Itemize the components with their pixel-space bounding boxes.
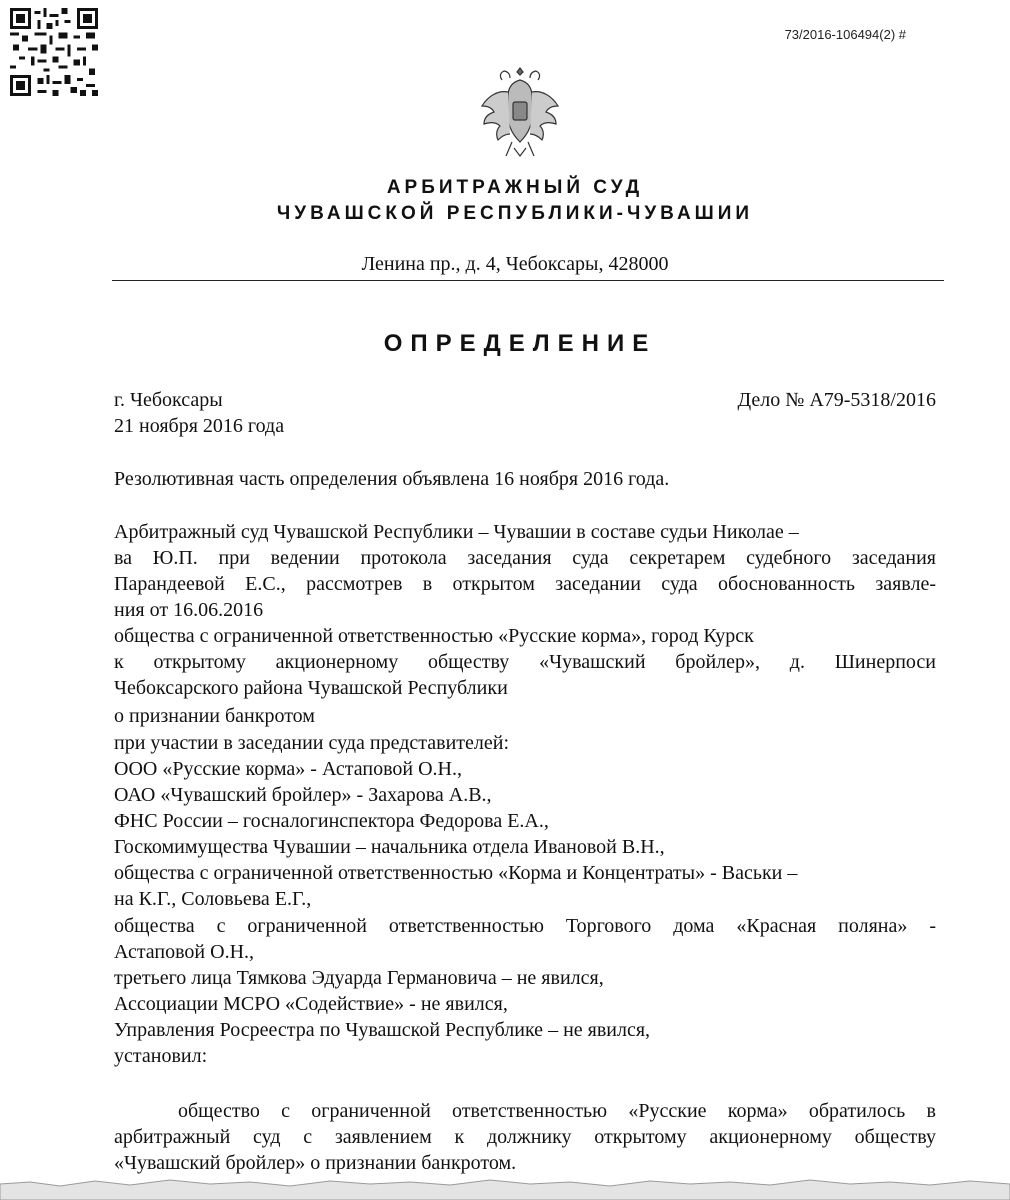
text-line: ва Ю.П. при ведении протокола заседания суда секретарем судебного заседания <box>114 547 936 569</box>
text-line: Арбитражный суд Чувашской Республики – Чувашии в составе судьи Николае – <box>114 521 799 543</box>
body-line: арбитражный суд с заявлением к должнику открытому акционерному обществу <box>114 1126 936 1148</box>
body-line: «Чувашский бройлер» о признании банкротом. <box>114 1152 517 1174</box>
text-line: на К.Г., Соловьева Е.Г., <box>114 888 312 910</box>
text-line: общества с ограниченной ответственностью «Корма и Концентраты» - Васьки – <box>114 862 798 884</box>
announcement: Резолютивная часть определения объявлена 16 ноября 2016 года. <box>114 468 670 490</box>
text-line: о признании банкротом <box>114 705 315 727</box>
text-line: Ассоциации МСРО «Содействие» - не явился, <box>114 993 508 1015</box>
text-line: ния от 16.06.2016 <box>114 599 264 621</box>
text-line: общества с ограниченной ответственностью Торгового дома «Красная поляна» - <box>114 915 936 937</box>
text-line: Управления Росреестра по Чувашской Республике – не явился, <box>114 1019 651 1041</box>
text-line: ОАО «Чувашский бройлер» - Захарова А.В., <box>114 784 492 806</box>
text-line: при участии в заседании суда представителей: <box>114 732 509 754</box>
text-line: общества с ограниченной ответственностью «Русские корма», город Курск <box>114 625 754 647</box>
court-address: Ленина пр., д. 4, Чебоксары, 428000 <box>361 253 669 275</box>
text-line: установил: <box>114 1045 208 1067</box>
court-title-line1: АРБИТРАЖНЫЙ СУД <box>386 177 644 198</box>
text-line: ФНС России – госналогинспектора Федорова Е.А., <box>114 810 549 832</box>
body-line: общество с ограниченной ответственностью «Русские корма» обратилось в <box>178 1100 936 1122</box>
text-line: Госкомимущества Чувашии – начальника отдела Ивановой В.Н., <box>114 836 665 858</box>
case-number: Дело № А79-5318/2016 <box>737 389 936 411</box>
double-headed-eagle-emblem-icon <box>478 62 562 162</box>
court-title-line2: ЧУВАШСКОЙ РЕСПУБЛИКИ-ЧУВАШИИ <box>276 203 754 224</box>
case-code: 73/2016-106494(2) # <box>784 27 906 42</box>
document-title: ОПРЕДЕЛЕНИЕ <box>383 330 657 357</box>
text-line: Астаповой О.Н., <box>114 941 255 963</box>
document-date: 21 ноября 2016 года <box>114 415 285 437</box>
text-line: Чебоксарского района Чувашской Республики <box>114 677 508 699</box>
qr-code-icon <box>10 8 98 96</box>
text-line: ООО «Русские корма» - Астаповой О.Н., <box>114 758 462 780</box>
header-divider <box>112 280 944 281</box>
text-line: Парандеевой Е.С., рассмотрев в открытом заседании суда обоснованность заявле- <box>114 573 936 595</box>
torn-page-edge <box>0 1172 1010 1200</box>
text-line: к открытому акционерному обществу «Чувашский бройлер», д. Шинерпоси <box>114 651 936 673</box>
city: г. Чебоксары <box>114 389 223 411</box>
text-line: третьего лица Тямкова Эдуарда Германовича – не явился, <box>114 967 604 989</box>
